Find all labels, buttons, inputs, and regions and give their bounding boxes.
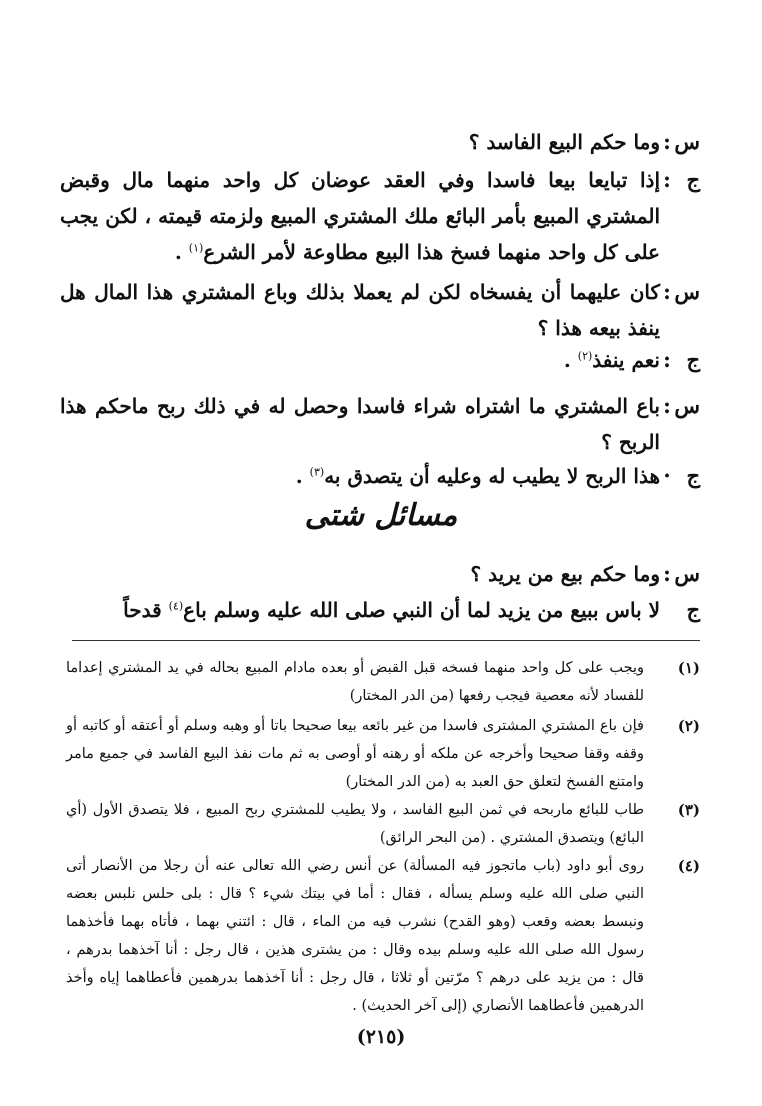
entry-text: وما حكم بيع من يريد ؟ [470,562,660,586]
entry-text: نعم ينفذ [592,348,660,372]
footnote-divider [72,640,700,641]
entry-tail: . [295,464,310,488]
entry-text: وما حكم البيع الفاسد ؟ [468,130,660,154]
label-separator: : [663,393,671,418]
page-number: (٢١٥) [356,1026,406,1048]
footnote-ref: (٣) [309,465,325,479]
entry-text: كان عليهما أن يفسخاه لكن لم يعملا بذلك وباع المشتري هذا المال هل ينفذ بيعه هذا ؟ [60,280,660,340]
label-separator: · [663,463,671,488]
footnote-1 [66,654,700,710]
answer-label: ج [686,347,700,372]
entry-tail: . [174,240,189,264]
entry-tail: . [563,348,578,372]
qa-entry-question-1 [60,124,700,160]
footnote-text: ويجب على كل واحد منهما فسخه قبل القبض أو بعده مادام المبيع بحاله في يد المشتري إعداما للفساد لأنه معصية فيجب رفعها (من الدر المختار) [66,660,644,704]
entry-tail: قدحاً [123,598,169,622]
label-separator: : [663,347,671,372]
qa-entry-question-4 [60,556,700,592]
footnote-text: طاب للبائع ماربحه في ثمن البيع الفاسد ، ولا يطيب للمشتري ربح المبيع ، فلا يتصدق الأول (أي البائع) ويتصدق المشتري . (من البحر الرائق) [66,802,644,846]
question-label: س [674,561,700,586]
footnote-text: روى أبو داود (باب ماتجوز فيه المسألة) عن أنس رضي الله تعالى عنه أن رجلا من الأنصار أتى النبي صلى الله عليه وسلم يسأله ، فقال : أما في بيتك شيء ؟ قال : بلى حلس نلبس بعضه ونبسط بعضه وقعب (وهو القدح) نشرب فيه من الماء ، قال : ائتني بهما ، فأتاه بهما فأخذهما رسول الله صلى الله عليه وسلم بيده وقال : من يشترى هذين ، قال رجل : أنا آخذهما بدرهم ، قال : من يزيد على درهم ؟ مرّتين أو ثلاثا ، قال رجل : أنا آخذهما بدرهمين فأعطاهما إياه وأخذ الدرهمين فأعطاهما الأنصاري (إلى آخر الحديث) . [66,858,644,1014]
footnote-text: فإن باع المشتري المشترى فاسدا من غير بائعه بيعا صحيحا باتا أو وهبه وسلم أو أعتقه أو كاتبه أو وقفه وقفا صحيحا وأخرجه عن ملكه أو رهنه أو أوصى به ثم مات نفذ البيع الفاسد في جميع مامر وامتنع الفسخ لتعلق حق العبد به (من الدر المختار) [66,718,644,790]
label-separator: : [663,279,671,304]
qa-entry-answer-3 [60,458,700,494]
label-separator: : [663,561,671,586]
question-label: س [674,279,700,304]
answer-label: ج [686,597,700,622]
qa-entry-question-3 [60,388,700,460]
footnote-ref: (٢) [577,349,593,363]
footnote-4 [66,852,700,1020]
footnote-number: (١) [677,659,700,677]
answer-text [60,162,660,270]
answer-label: ج [686,463,700,488]
entry-text: لا باس ببيع من يزيد لما أن النبي صلى الله عليه وسلم باع [183,598,660,622]
question-text [60,274,660,346]
entry-text: إذا تبايعا بيعا فاسدا وفي العقد عوضان كل واحد منهما مال وقبض المشتري المبيع بأمر البائع ملك المشتري المبيع ولزمته قيمته ، لكن يجب على كل واحد منهما فسخ هذا البيع مطاوعة لأمر الشرع [60,168,660,264]
answer-text [60,458,660,494]
label-separator: : [663,167,671,192]
qa-entry-question-2 [60,274,700,346]
entry-text: هذا الربح لا يطيب له وعليه أن يتصدق به [324,464,660,488]
question-text [60,124,660,160]
label-separator: : [663,129,671,154]
footnote-number: (٤) [677,857,700,875]
footnote-number: (٣) [677,801,700,819]
entry-text: باع المشتري ما اشتراه شراء فاسدا وحصل له في ذلك ربح ماحكم هذا الربح ؟ [60,394,660,454]
answer-label: ج [686,167,700,192]
qa-entry-answer-1 [60,162,700,270]
footnote-3 [66,796,700,852]
answer-text [60,592,660,628]
footnote-2 [66,712,700,796]
footnote-number: (٢) [677,717,700,735]
question-text [60,556,660,592]
qa-entry-answer-2 [60,342,700,378]
section-heading: مسائل شتى [304,498,458,533]
footnote-ref: (٤) [168,599,184,613]
qa-entry-answer-4 [60,592,700,628]
footnote-ref: (١) [188,241,204,255]
question-text [60,388,660,460]
question-label: س [674,393,700,418]
answer-text [60,342,660,378]
question-label: س [674,129,700,154]
